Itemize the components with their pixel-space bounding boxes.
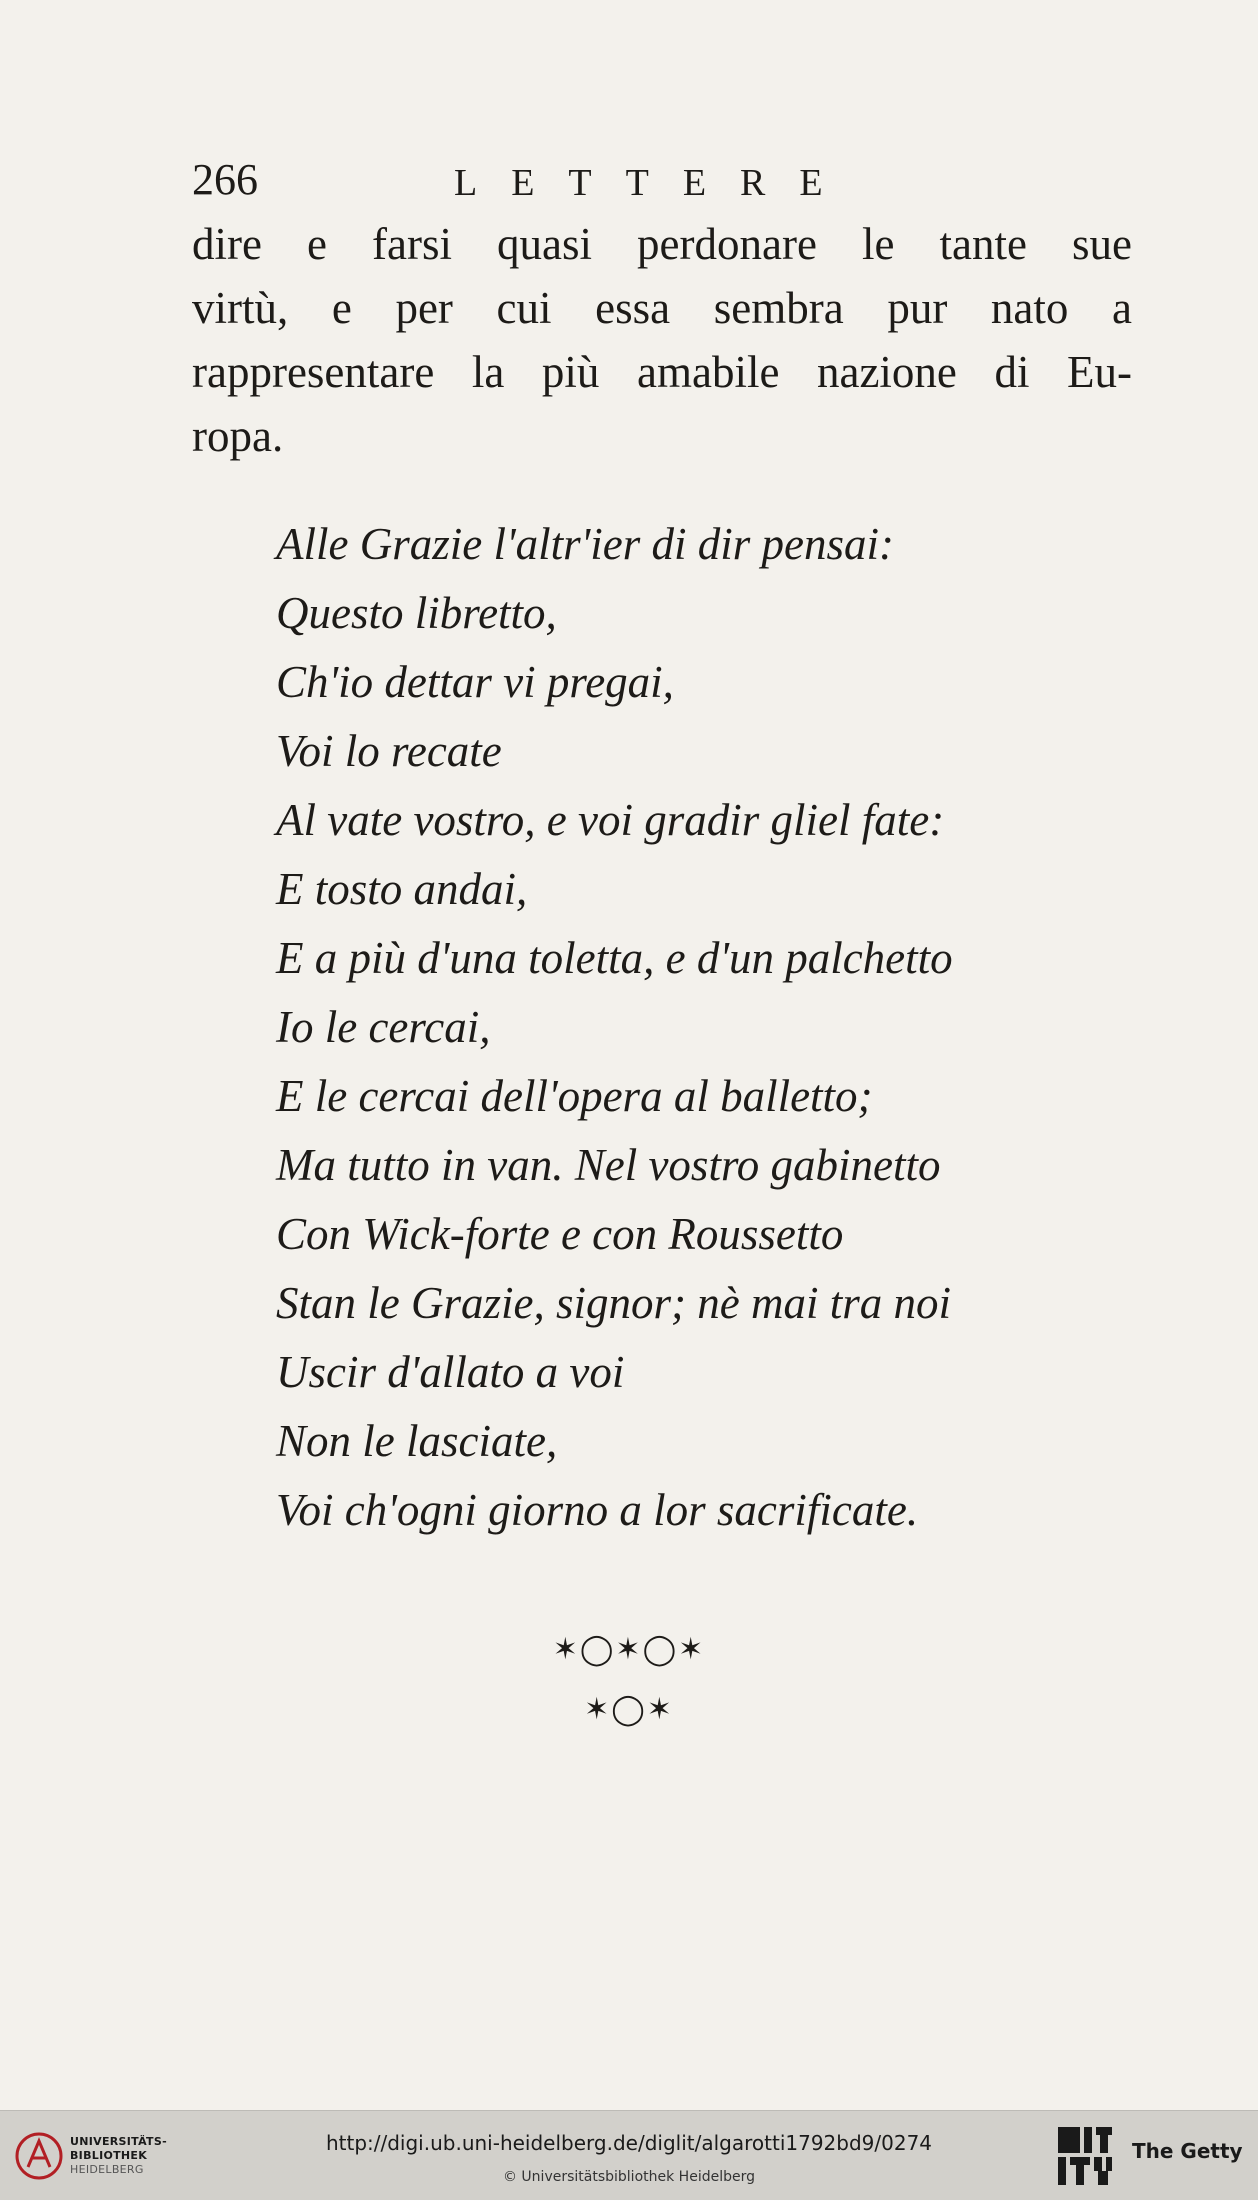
- ornament-divider: ✶◯✶◯✶: [552, 1632, 706, 1667]
- poem-verse: Voi lo recate: [276, 726, 502, 776]
- prose-line: ropa.: [192, 411, 284, 461]
- poem-verse: E a più d'una toletta, e d'un palchetto: [276, 933, 953, 983]
- getty-logo-icon[interactable]: [1056, 2125, 1114, 2187]
- permalink-url[interactable]: http://digi.ub.uni-heidelberg.de/diglit/algarotti1792bd9/0274: [325, 2131, 933, 2155]
- poem-verse: Io le cercai,: [276, 1002, 491, 1052]
- getty-label[interactable]: The Getty: [1132, 2139, 1243, 2163]
- prose-line: dire e farsi quasi perdonare le tante sue: [192, 219, 1132, 269]
- copyright-notice: © Universitätsbibliothek Heidelberg: [502, 2169, 755, 2185]
- poem-verse: Uscir d'allato a voi: [276, 1347, 625, 1397]
- poem-verse: Al vate vostro, e voi gradir gliel fate:: [276, 795, 945, 845]
- poem-verse: Stan le Grazie, signor; nè mai tra noi: [276, 1278, 951, 1328]
- poem-verse: Questo libretto,: [276, 588, 557, 638]
- poem: [276, 510, 1146, 1545]
- library-name-line: UNIVERSITÄTS-: [70, 2135, 167, 2148]
- poem-verse: Non le lasciate,: [276, 1416, 558, 1466]
- poem-verse: E tosto andai,: [276, 864, 528, 914]
- ornament-divider: ✶◯✶: [584, 1692, 674, 1727]
- library-name-line: BIBLIOTHEK: [70, 2149, 148, 2162]
- poem-verse: Ch'io dettar vi pregai,: [276, 657, 674, 707]
- poem-verse: Con Wick-forte e con Roussetto: [276, 1209, 844, 1259]
- prose-paragraph: [192, 212, 1132, 468]
- running-title: LETTERE: [454, 162, 857, 204]
- viewer-footer: [0, 2110, 1258, 2200]
- page-number: 266: [192, 155, 258, 204]
- page-header: [192, 150, 1132, 210]
- prose-line: virtù, e per cui essa sembra pur nato a: [192, 283, 1132, 333]
- poem-verse: Voi ch'ogni giorno a lor sacrificate.: [276, 1485, 919, 1535]
- poem-verse: E le cercai dell'opera al balletto;: [276, 1071, 873, 1121]
- library-city: HEIDELBERG: [70, 2163, 144, 2176]
- prose-line: rappresentare la più amabile nazione di Eu-: [192, 347, 1132, 397]
- poem-verse: Ma tutto in van. Nel vostro gabinetto: [276, 1140, 941, 1190]
- poem-verse: Alle Grazie l'altr'ier di dir pensai:: [276, 519, 894, 569]
